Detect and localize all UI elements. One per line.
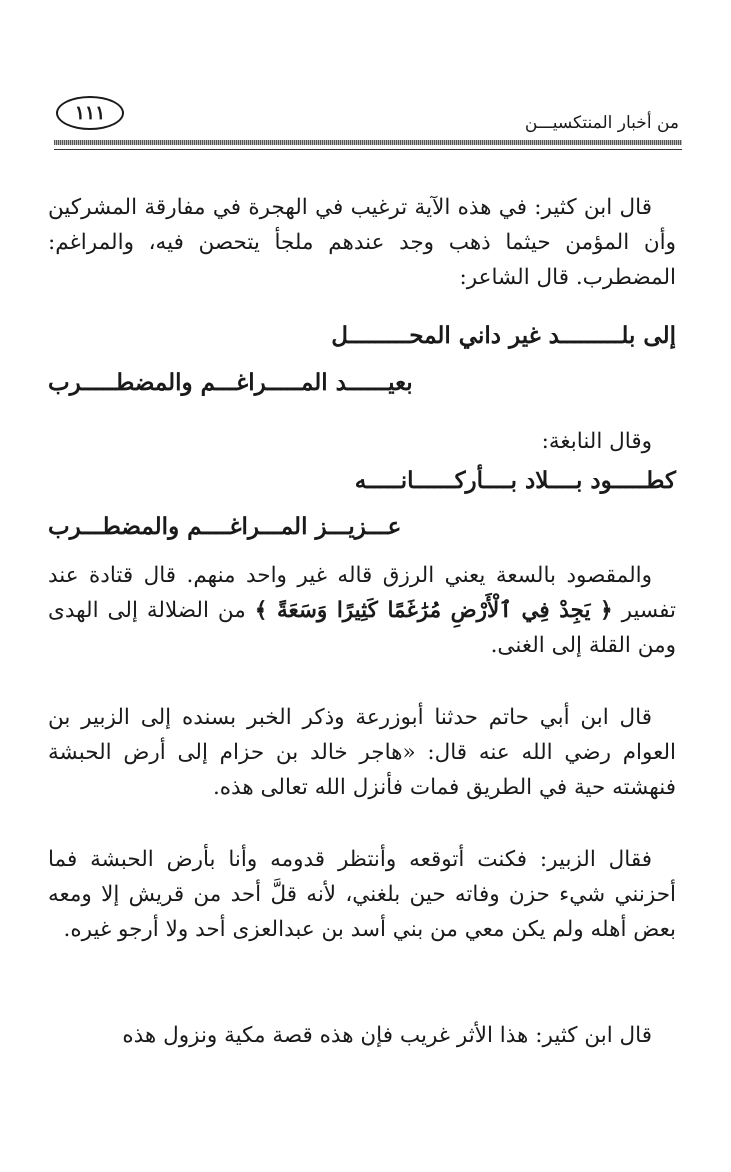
paragraph-text: فقال الزبير: فكنت أتوقعه وأنتظر قدومه وأنا بأرض الحبشة فما أحزنني شيء حزن وفاته حين بلغني، لأنه قلَّ أحد من قريش إلا ومعه بعض أهله ولم يكن معي من بني أسد بن عبدالعزى أحد ولا أرجو غيره. bbox=[48, 847, 676, 942]
paragraph-ibn-abi-hatim bbox=[48, 700, 676, 805]
page-number: ١١١ bbox=[56, 96, 124, 130]
verse-line: عـــزيـــز المـــراغــــم والمضطـــرب bbox=[48, 513, 402, 540]
verse-2-first-half bbox=[48, 467, 676, 494]
header-rule-thin bbox=[54, 149, 682, 150]
paragraph-ibn-kathir-2 bbox=[48, 1018, 676, 1053]
verse-line: إلى بلـــــــــد غير داني المحـــــــــل bbox=[331, 322, 676, 349]
paragraph-zubayr bbox=[48, 842, 676, 947]
verse-2-second-half bbox=[48, 513, 676, 540]
quran-quote: ﴿ يَجِدْ فِي ٱلْأَرْضِ مُرَٰغَمًا كَثِيرًا وَسَعَةً ﴾ bbox=[254, 598, 613, 623]
paragraph-text-part: والمقصود بالسعة يعني الرزق قاله غير واحد منهم. قال قتادة عند تفسير bbox=[48, 563, 676, 623]
verse-line: بعيــــــد المـــــراغـــم والمضطـــــرب bbox=[48, 369, 413, 396]
running-title: من أخبار المنتكسيـــن bbox=[524, 113, 679, 133]
header-rule-hatched bbox=[54, 140, 682, 145]
paragraph-qatada bbox=[48, 558, 676, 663]
verse-line: كطـــــود بــــلاد بــــأركــــــانـــــه bbox=[354, 467, 676, 494]
verse-1-second-half bbox=[48, 369, 676, 396]
paragraph-text: قال ابن كثير: في هذه الآية ترغيب في الهجرة في مفارقة المشركين وأن المؤمن حيثما ذهب وجد عندهم ملجأ يتحصن فيه، والمراغم: المضطرب. قال الشاعر: bbox=[48, 195, 676, 290]
paragraph-nabigha-intro bbox=[48, 424, 676, 459]
paragraph-text-part: من الضلالة إلى الهدى ومن القلة إلى الغنى. bbox=[48, 598, 676, 658]
paragraph-text bbox=[48, 558, 676, 663]
verse-1-first-half bbox=[48, 322, 676, 349]
paragraph-text: قال ابن أبي حاتم حدثنا أبوزرعة وذكر الخبر بسنده إلى الزبير بن العوام رضي الله عنه قال: «هاجر خالد بن حزام إلى أرض الحبشة فنهشته حية في الطريق فمات فأنزل الله تعالى هذه. bbox=[48, 705, 676, 800]
paragraph-ibn-kathir-1 bbox=[48, 190, 676, 295]
paragraph-text: قال ابن كثير: هذا الأثر غريب فإن هذه قصة مكية ونزول هذه bbox=[122, 1023, 652, 1048]
paragraph-text: وقال النابغة: bbox=[541, 429, 652, 454]
